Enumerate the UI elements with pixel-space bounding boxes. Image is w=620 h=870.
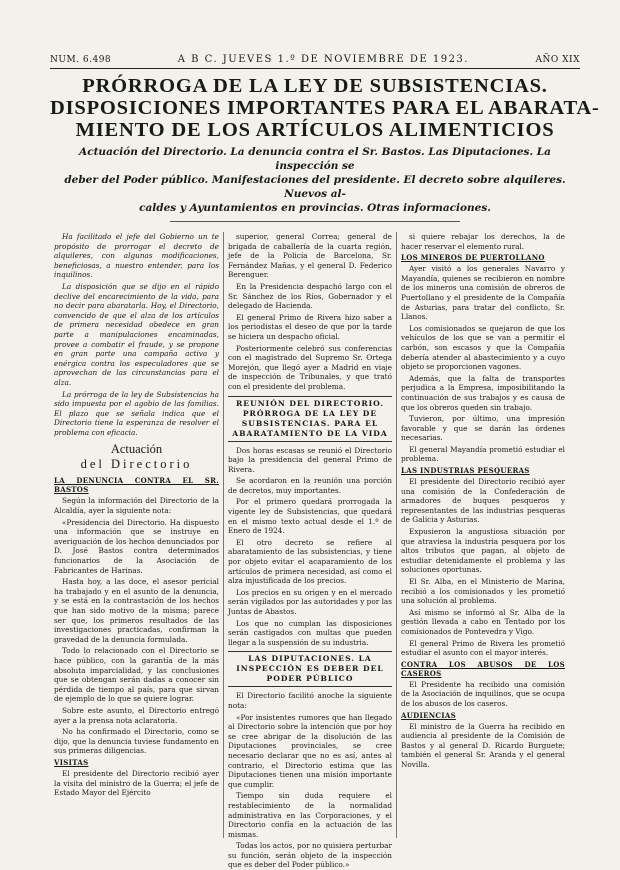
article-paragraph: Tiempo sin duda requiere el restablecimiento de la normalidad administrativa en las Corporaciones, y el Directorio confía en la actuación de las mismas. [228,791,392,839]
subheading-mineros: LOS MINEROS DE PUERTOLLANO [401,253,545,263]
article-paragraph: Por el primero quedará prorrogada la vigente ley de Subsistencias, que quedará en el mismo texto actual desde el 1.º de Enero de 1924. [228,497,392,536]
article-paragraph: Ayer visitó a los generales Navarro y Mayandía, quienes se recibieron en nombre de los mineros una comisión de obreros de Puertollano y el presidente de la Compañía de Asturias, para tratar del conflicto, Sr. Llanos. [401,264,565,322]
article-paragraph: Todas los actos, por no quisiera perturbar su función, serán objeto de la inspección que es deber del Poder público.» [228,841,392,870]
boxed-heading-line: REUNIÓN DEL DIRECTORIO. [236,398,384,408]
article-paragraph: Hasta hoy, a las doce, el asesor pericial ha trabajado y en el asunto de la denuncia, y se está en la contrastación de los hechos que han sido motivo de la misma; parece ser que, los primeros resultados de las investigaciones practicadas, confirman la gravedad de la denuncia formulada. [54,577,219,644]
section-heading [54,442,219,472]
subhead-line-2: deber del Poder público. Manifestaciones del presidente. El decreto sobre alquileres. Nuevos al- [64,174,566,200]
subheading-audiencias: AUDIENCIAS [401,710,456,720]
paper-date: A B C. JUEVES 1.º DE NOVIEMBRE DE 1923. [177,54,469,65]
section-heading-line-2: del Directorio [80,457,193,472]
subheading-caseros: CONTRA LOS ABUSOS DE LOS CASEROS [401,659,565,678]
header-divider [170,221,460,222]
article-paragraph: El otro decreto se refiere al abaratamiento de las subsistencias, y tiene por objeto evitar el acaparamiento de los artículos de primera necesidad, así como el alza injustificada de los precios. [228,537,392,586]
article-paragraph: Los precios en su origen y en el mercado serán vigilados por las autoridades y por las Juntas de Abastos. [228,587,392,616]
article-paragraph: Posteriormente celebró sus conferencias con el magistrado del Supremo Sr. Ortega Morejón, que llegó ayer a Madrid en viaje de inspección de Tribunales, y que trató con el presidente del problema. [228,343,392,391]
subheadline [50,145,580,215]
article-paragraph: En la Presidencia despachó largo con el Sr. Sánchez de los Ríos, Gobernador y el delegado de Hacienda. [228,281,392,311]
article-paragraph: Tuvieron, por último, una impresión favorable y que se darán las órdenes necesarias. [401,414,565,443]
article-paragraph: El ministro de la Guerra ha recibido en audiencia al presidente de la Comisión de Bastos y al general D. Ricardo Burguete; también el general Sr. Aranda y el general Novilla. [401,721,565,769]
intro-paragraph: La disposición que se dijo en el rápido declive del encarecimiento de la vida, para no decir para abaratarla. Hoy, el Directorio, convencido de que el alza de los artículos de primera necesidad obedece en gran parte a manipulaciones encaminadas, provee a combatir el fraude, y se propone en gran parte una campaña activa y enérgica contra los especuladores que se aprovechan de las circunstancias para el alza. [54,281,219,387]
article-paragraph: El general Primo de Rivera les prometió estudiar el asunto con el mayor interés. [401,638,565,658]
article-paragraph: El general Primo de Rivera hizo saber a los periodistas el deseo de que por la tarde se hiciera un despacho oficial. [228,312,392,341]
issue-number: NUM. 6.498 [50,55,112,65]
article-paragraph: «Presidencia del Directorio. Ha dispuesto una información que se instruye en averiguación de los hechos denunciados por D. José Bastos contra determinados funcionarios de la Asociación de Fabricantes de Harinas. [54,517,219,575]
article-paragraph: Según la información del Directorio de la Alcaldía, ayer la siguiente nota: [54,496,219,516]
column-1 [50,232,223,838]
headline-line-3: MIENTO DE LOS ARTÍCULOS ALIMENTICIOS [75,119,555,141]
article-paragraph: El Sr. Alba, en el Ministerio de Marina, recibió a los comisionados y les prometió una solución al problema. [401,577,565,606]
headline-line-1: PRÓRROGA DE LA LEY DE SUBSISTENCIAS. [82,75,548,97]
headline-line-2: DISPOSICIONES IMPORTANTES PARA EL ABARATA- [50,97,600,119]
article-paragraph: Los comisionados se quejaron de que los vehículos de los que se van a permitir el carbón, son escasos y que la Compañía debería atender al abastecimiento y a cuyo objeto se proporcionen vagones. [401,323,565,372]
article-paragraph: Así mismo se informó al Sr. Alba de la gestión llevada a cabo en Tentado por los comisionados de Pontevedra y Vigo. [401,607,565,636]
subheading-pesqueras: LAS INDUSTRIAS PESQUERAS [401,466,530,476]
subheading-visitas: VISITAS [54,757,89,767]
article-paragraph: Sobre este asunto, el Directorio entregó ayer a la prensa nota aclaratoria. [54,705,219,725]
column-2 [223,232,396,870]
article-paragraph: El Directorio facilitó anoche la siguiente nota: [228,691,392,710]
newspaper-page [50,54,600,870]
article-paragraph: El general Mayandía prometió estudiar el problema. [401,444,565,464]
intro-paragraph: Ha facilitado el jefe del Gobierno un te propósito de prorrogar el decreto de alquileres, con algunas modificaciones, beneficiosas, a nuestro entender, para los inquilinos. [54,232,219,280]
column-3 [396,232,569,838]
article-paragraph: Los que no cumplan las disposiciones serán castigados con multas que pueden llegar a la suspensión de su industria. [228,618,392,647]
article-paragraph: superior, general Correa; general de brigada de caballería de la cuarta región, jefe de la Policía de Barcelona, Sr. Fernández Mañas, y el general D. Federico Berenguer. [228,232,392,280]
article-paragraph: Expusieron la angustiosa situación por que atraviesa la industria pesquera por los altos tributos que pagan, al objeto de estudiar detenidamente el problema y las soluciones oportunas. [401,527,565,575]
article-paragraph: Dos horas escasas se reunió el Directorio bajo la presidencia del general Primo de Rivera. [228,445,392,474]
article-paragraph: «Por insistentes rumores que han llegado al Directorio sobre la intención que por hoy se cree abrigar de la disolución de las Diputaciones provinciales, se cree necesario declarar que no es así, antes al contrario, el Directorio estima que las Diputaciones tienen una misión importante que cumplir. [228,712,392,789]
article-paragraph: Se acordaron en la reunión una porción de decretos, muy importantes. [228,476,392,495]
article-columns [50,232,580,870]
section-heading-line-1: Actuación [110,442,163,457]
article-paragraph: El presidente del Directorio recibió ayer la visita del ministro de la Guerra; el jefe de Estado Mayor del Ejército [54,768,219,798]
boxed-heading-line: LAS DIPUTACIONES. LA INSPECCIÓN ES DEBER DEL PODER PÚBLICO [236,654,384,684]
article-paragraph: El presidente del Directorio recibió ayer una comisión de la Confederación de armadores de buques pesqueros y representantes de las industrias pesqueras de Galicia y Asturias. [401,477,565,525]
subheading-denuncia: LA DENUNCIA CONTRA EL SR. BASTOS [54,476,219,495]
boxed-heading-diputaciones [228,651,392,687]
year-label: AÑO XIX [535,55,580,65]
article-paragraph: si quiere rebajar los derechos, la de hacer reservar el elemento rural. [401,232,565,251]
subhead-line-1: Actuación del Directorio. La denuncia contra el Sr. Bastos. Las Diputaciones. La inspección se [79,146,551,172]
boxed-heading-reunion [228,396,392,442]
masthead-bar [50,54,580,69]
article-paragraph: El Presidente ha recibido una comisión de la Asociación de inquilinos, que se ocupa de los abusos de los caseros. [401,679,565,708]
subhead-line-3: caldes y Ayuntamientos en provincias. Otras informaciones. [139,202,491,214]
article-paragraph: No ha confirmado el Directorio, como se dijo, que la denuncia tuviese fundamento en sus primeras diligencias. [54,727,219,756]
headline [50,75,600,141]
intro-paragraph: La prórroga de la ley de Subsistencias ha sido impuesta por el agobio de las familias. El plazo que se señala indica que el Directorio tiene la esperanza de resolver el problema con eficacia. [54,389,219,437]
article-paragraph: Todo lo relacionado con el Directorio se hace público, con la garantía de la más absoluta imparcialidad, y las conclusiones que se obtengan serán dadas a conocer sin pérdida de tiempo al país, para que sirvan de ejemplo de lo que se quiere lograr. [54,646,219,704]
article-paragraph: Además, que la falta de transportes perjudica a la Empresa, imposibilitando la continuación de sus trabajos y es causa de que los obreros queden sin trabajo. [401,373,565,412]
boxed-heading-line: PRÓRROGA DE LA LEY DE SUBSISTENCIAS. PARA EL ABARATAMIENTO DE LA VIDA [232,408,388,438]
